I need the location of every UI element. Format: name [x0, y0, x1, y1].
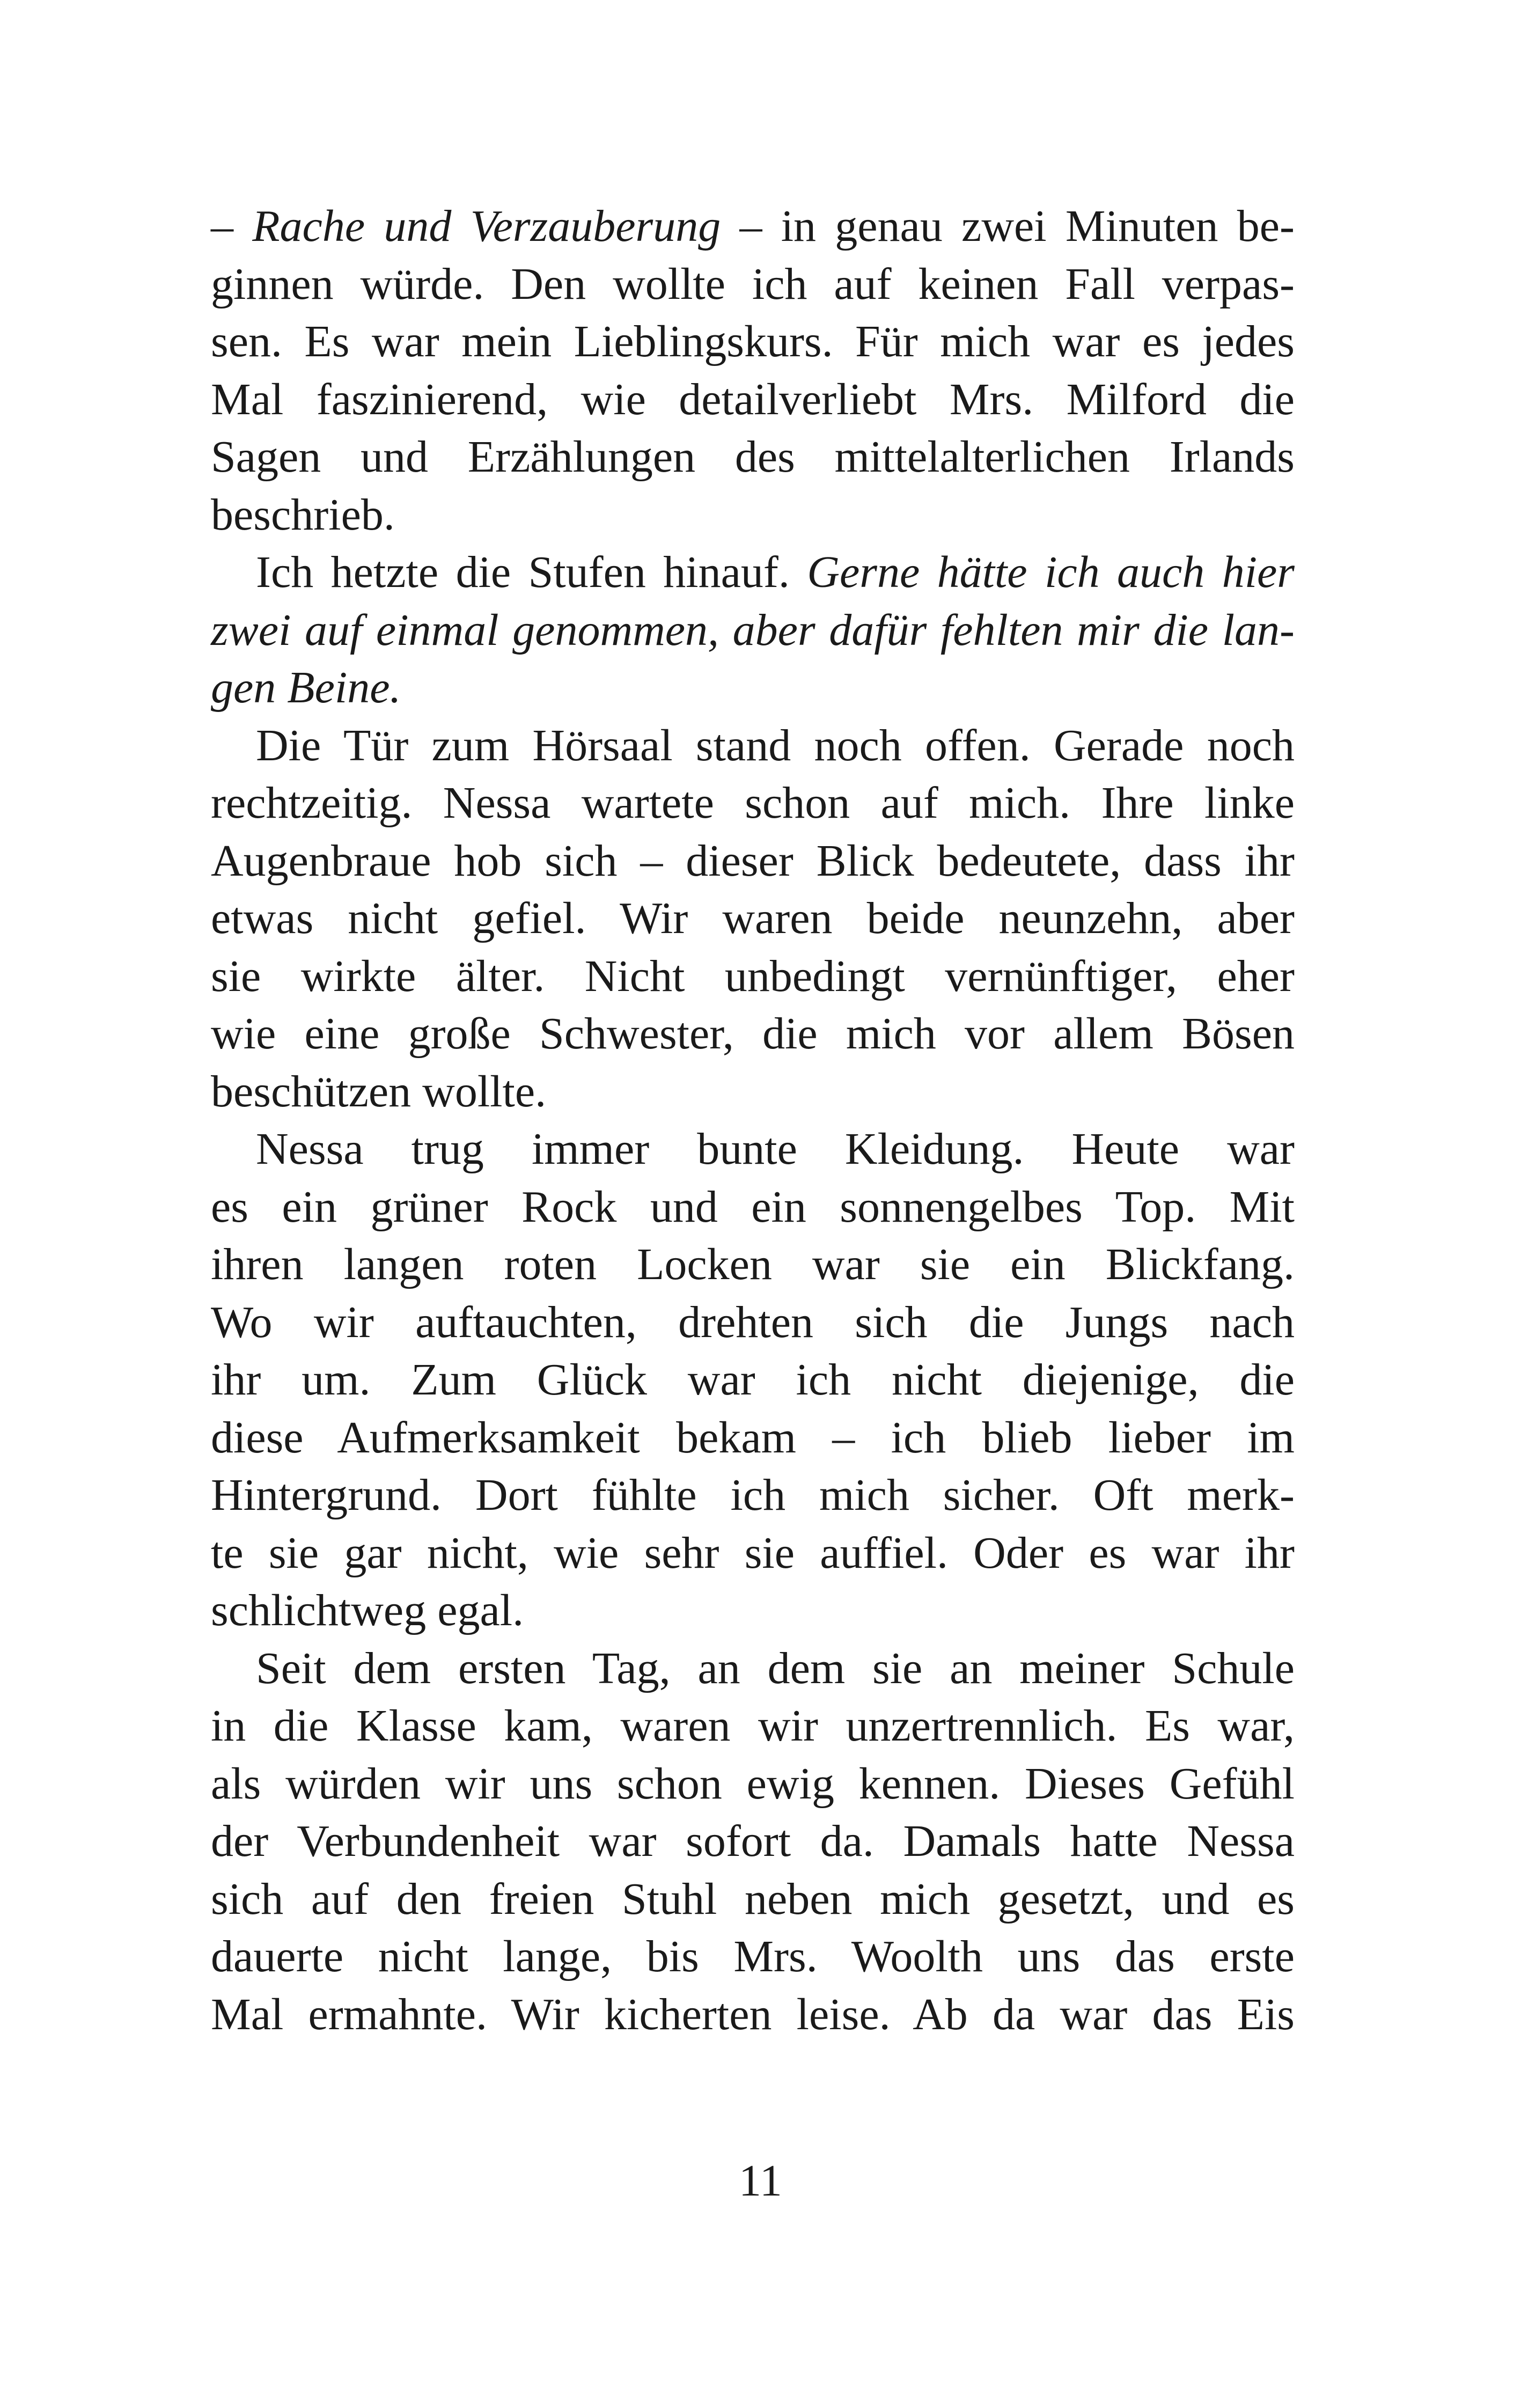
text-line — [211, 774, 1295, 832]
text-line — [211, 832, 1295, 890]
text-line — [211, 1466, 1295, 1524]
text-line — [211, 717, 1295, 775]
paragraph — [211, 717, 1295, 1121]
text-line — [211, 1986, 1295, 2044]
text-line — [211, 890, 1295, 948]
text-span: wie eine große Schwester, die mich vor allem Bösen — [211, 1009, 1295, 1059]
text-line — [211, 601, 1295, 659]
text-line — [211, 1236, 1295, 1294]
page-number: 11 — [739, 2156, 782, 2206]
italic-span: Gerne hätte ich auch hier — [807, 547, 1295, 597]
text-span: ginnen würde. Den wollte ich auf keinen Fall verpas- — [211, 259, 1295, 309]
text-span: Nessa trug immer bunte Kleidung. Heute war — [256, 1124, 1295, 1174]
italic-span: gen Beine. — [211, 663, 401, 713]
text-line — [211, 1409, 1295, 1467]
text-line — [211, 544, 1295, 601]
text-line — [211, 1063, 1295, 1121]
text-line — [211, 1005, 1295, 1063]
text-line — [211, 1755, 1295, 1813]
text-span: etwas nicht gefiel. Wir waren beide neunzehn, aber — [211, 893, 1295, 943]
text-line — [211, 1640, 1295, 1698]
text-span: Wo wir auftauchten, drehten sich die Jungs nach — [211, 1297, 1295, 1347]
text-span: sie wirkte älter. Nicht unbedingt vernünftiger, eher — [211, 951, 1295, 1001]
text-span: Ich hetzte die Stufen hinauf. — [256, 547, 807, 597]
text-line — [211, 1351, 1295, 1409]
text-span: Augenbraue hob sich – dieser Blick bedeutete, dass ihr — [211, 835, 1295, 886]
text-span: te sie gar nicht, wie sehr sie auffiel. Oder es war ihr — [211, 1528, 1295, 1578]
text-span: Sagen und Erzählungen des mittelalterlichen Irlands — [211, 432, 1295, 482]
text-span: ihren langen roten Locken war sie ein Blickfang. — [211, 1239, 1295, 1289]
text-line — [211, 1697, 1295, 1755]
text-line — [211, 1870, 1295, 1928]
text-line — [211, 1582, 1295, 1640]
text-span: Hintergrund. Dort fühlte ich mich sicher. Oft merk- — [211, 1470, 1295, 1520]
italic-span: zwei auf einmal genommen, aber dafür fehlten mir die lan- — [211, 605, 1295, 655]
text-span: als würden wir uns schon ewig kennen. Dieses Gefühl — [211, 1758, 1295, 1809]
text-line — [211, 1120, 1295, 1178]
text-span: es ein grüner Rock und ein sonnengelbes Top. Mit — [211, 1181, 1295, 1232]
text-span: Mal ermahnte. Wir kicherten leise. Ab da war das Eis — [211, 1989, 1295, 2039]
text-line — [211, 1812, 1295, 1870]
text-line — [211, 197, 1295, 255]
text-line — [211, 1294, 1295, 1352]
text-span: Die Tür zum Hörsaal stand noch offen. Gerade noch — [256, 720, 1295, 770]
text-span: sich auf den freien Stuhl neben mich gesetzt, und es — [211, 1874, 1295, 1924]
text-span: sen. Es war mein Lieblingskurs. Für mich war es jedes — [211, 317, 1295, 366]
text-span: Seit dem ersten Tag, an dem sie an meiner Schule — [256, 1643, 1295, 1693]
paragraph — [211, 1640, 1295, 2044]
text-span: dauerte nicht lange, bis Mrs. Woolth uns das erste — [211, 1932, 1295, 1981]
text-line — [211, 659, 1295, 717]
paragraph — [211, 544, 1295, 717]
text-span: beschrieb. — [211, 489, 395, 540]
text-line — [211, 255, 1295, 313]
text-span: ihr um. Zum Glück war ich nicht diejenige, die — [211, 1355, 1295, 1405]
text-span: – in genau zwei Minuten be- — [721, 201, 1295, 251]
text-span: Mal faszinierend, wie detailverliebt Mrs. Milford die — [211, 374, 1295, 424]
paragraph — [211, 1120, 1295, 1640]
text-line — [211, 428, 1295, 486]
body-text — [211, 197, 1295, 2043]
text-span: schlichtweg egal. — [211, 1585, 524, 1635]
text-span: rechtzeitig. Nessa wartete schon auf mich. Ihre linke — [211, 778, 1295, 828]
text-span: diese Aufmerksamkeit bekam – ich blieb lieber im — [211, 1412, 1295, 1463]
paragraph — [211, 197, 1295, 544]
text-line — [211, 1524, 1295, 1582]
text-line — [211, 371, 1295, 429]
text-line — [211, 1178, 1295, 1236]
text-span: der Verbundenheit war sofort da. Damals hatte Nessa — [211, 1816, 1295, 1866]
text-line — [211, 486, 1295, 544]
text-line — [211, 1928, 1295, 1986]
text-line — [211, 313, 1295, 371]
text-span: in die Klasse kam, waren wir unzertrennlich. Es war, — [211, 1701, 1295, 1751]
text-span: – — [211, 201, 253, 251]
italic-span: Rache und Verzauberung — [252, 201, 721, 251]
text-span: beschützen wollte. — [211, 1066, 547, 1117]
text-line — [211, 948, 1295, 1005]
